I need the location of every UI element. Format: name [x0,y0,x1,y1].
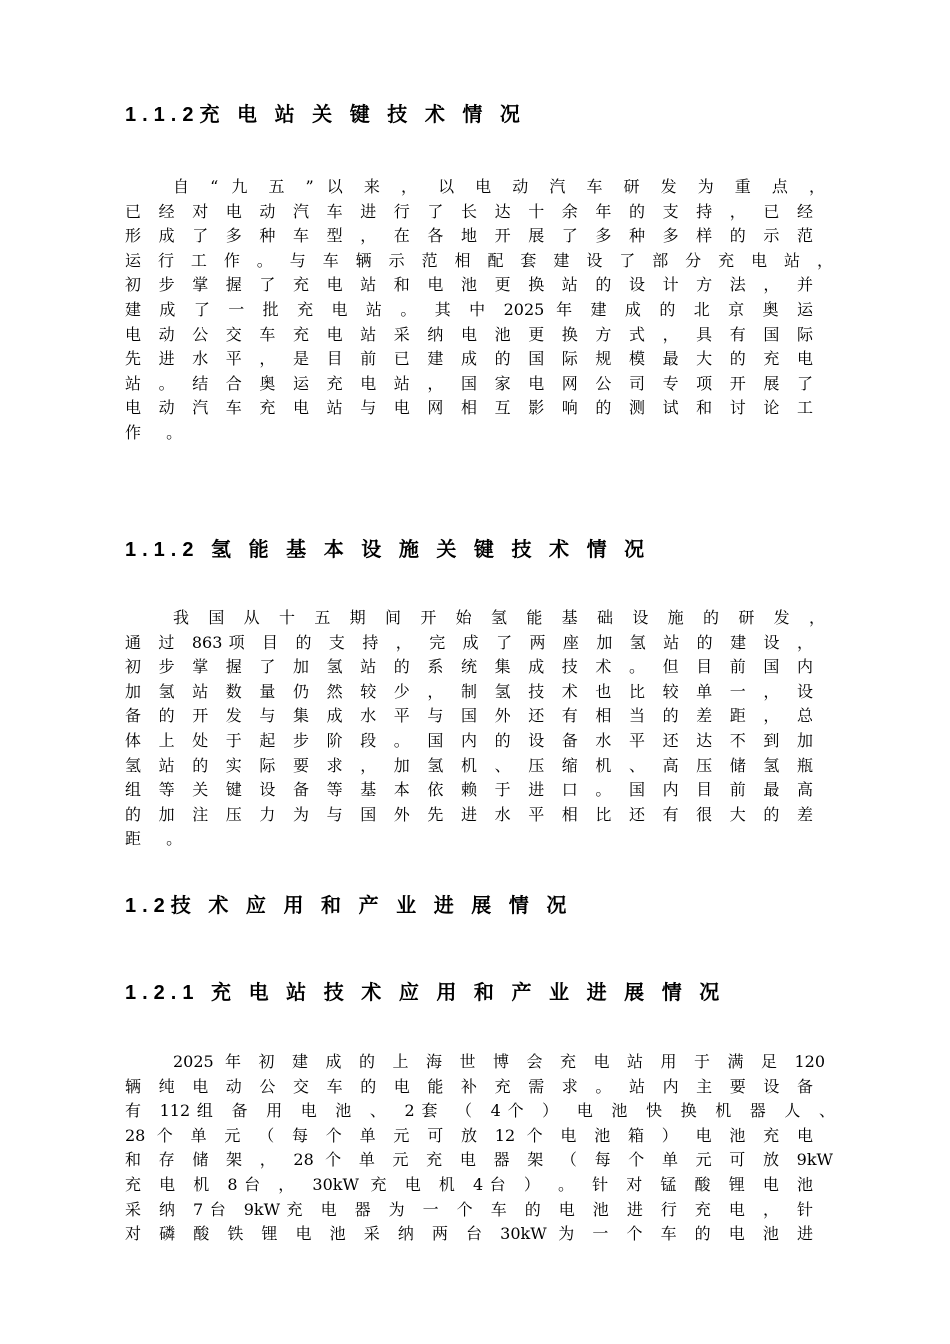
text-line: 体 上 处 于 起 步 阶 段 。 国 内 的 设 备 水 平 还 达 不 到 加 [125,730,813,750]
text-line: 自 “ 九 五 ” 以 来 ， 以 电 动 汽 车 研 发 为 重 点 ， [173,177,825,196]
text-line: 距 。 [125,829,193,849]
text-line: 形 成 了 多 种 车 型 ， 在 各 地 开 展 了 多 种 多 样 的 示 范 [125,226,813,246]
text-line: 组 等 关 键 设 备 等 基 本 依 赖 于 进 口 。 国 内 目 前 最 高 [125,780,813,800]
section-heading-hydrogen-infrastructure-tech: 1.1.2 氢 能 基 本 设 施 关 键 技 术 情 况 [125,539,651,561]
text-line: 站 。 结 合 奥 运 充 电 站 ， 国 家 电 网 公 司 专 项 开 展 了 [125,373,813,393]
paragraph-charging-station-tech [125,175,833,446]
text-line: 已 经 对 电 动 汽 车 进 行 了 长 达 十 余 年 的 支 持 ， 已 经 [125,201,813,221]
text-line: 辆 纯 电 动 公 交 车 的 电 能 补 充 需 求 。 站 内 主 要 设 备 [125,1076,813,1096]
paragraph-charging-station-application [125,1050,835,1247]
text-line: 28 个 单 元 （ 每 个 单 元 可 放 12 个 电 池 箱 ） 电 池 充 电 [125,1125,813,1145]
text-line: 氢 站 的 实 际 要 求 ， 加 氢 机 、 压 缩 机 、 高 压 储 氢 瓶 [125,755,813,775]
text-line: 初 步 掌 握 了 充 电 站 和 电 池 更 换 站 的 设 计 方 法 ， 并 [125,275,813,295]
text-line: 对 磷 酸 铁 锂 电 池 采 纳 两 台 30kW 为 一 个 车 的 电 池 进 [125,1224,813,1244]
text-line: 初 步 掌 握 了 加 氢 站 的 系 统 集 成 技 术 。 但 目 前 国 内 [125,657,813,677]
text-line: 我 国 从 十 五 期 间 开 始 氢 能 基 础 设 施 的 研 发 ， [173,608,825,627]
text-line: 采 纳 7台 9kW充 电 器 为 一 个 车 的 电 池 进 行 充 电 ， 针 [125,1199,813,1219]
text-line: 运 行 工 作 。 与 车 辆 示 范 相 配 套 建 设 了 部 分 充 电 站 ， [125,250,833,270]
text-line: 通 过 863项 目 的 支 持 ， 完 成 了 两 座 加 氢 站 的 建 设 ， [125,632,813,652]
section-heading-charging-station-tech: 1.1.2充 电 站 关 键 技 术 情 况 [125,104,526,126]
text-line: 的 加 注 压 力 为 与 国 外 先 进 水 平 相 比 还 有 很 大 的 差 [125,804,813,824]
text-line: 电 动 汽 车 充 电 站 与 电 网 相 互 影 响 的 测 试 和 讨 论 工 [125,398,813,418]
text-line: 电 动 公 交 车 充 电 站 采 纳 电 池 更 换 方 式 ， 具 有 国 际 [125,324,813,344]
paragraph-hydrogen-infrastructure-tech [125,606,825,852]
text-line: 和 存 储 架 ， 28 个 单 元 充 电 器 架 （ 每 个 单 元 可 放 9kW [125,1150,833,1170]
text-line: 充 电 机 8台 ， 30kW 充 电 机 4台 ） 。 针 对 锰 酸 锂 电 池 [125,1174,813,1194]
text-line: 加 氢 站 数 量 仍 然 较 少 ， 制 氢 技 术 也 比 较 单 一 ， 设 [125,681,813,701]
text-line: 先 进 水 平 ， 是 目 前 已 建 成 的 国 际 规 模 最 大 的 充 电 [125,349,813,369]
section-heading-application-and-industry: 1.2技 术 应 用 和 产 业 进 展 情 况 [125,895,573,917]
text-line: 作 。 [125,422,193,442]
text-line: 备 的 开 发 与 集 成 水 平 与 国 外 还 有 相 当 的 差 距 ， 总 [125,706,813,726]
section-heading-charging-station-application: 1.2.1 充 电 站 技 术 应 用 和 产 业 进 展 情 况 [125,982,726,1004]
text-line: 有 112组 备 用 电 池 、 2套 （ 4个 ） 电 池 快 换 机 器 人 、 [125,1101,835,1121]
text-line: 建 成 了 一 批 充 电 站 。 其 中 2025 年 建 成 的 北 京 奥 运 [125,299,813,319]
text-line: 2025 年 初 建 成 的 上 海 世 博 会 充 电 站 用 于 满 足 120 [173,1052,825,1071]
